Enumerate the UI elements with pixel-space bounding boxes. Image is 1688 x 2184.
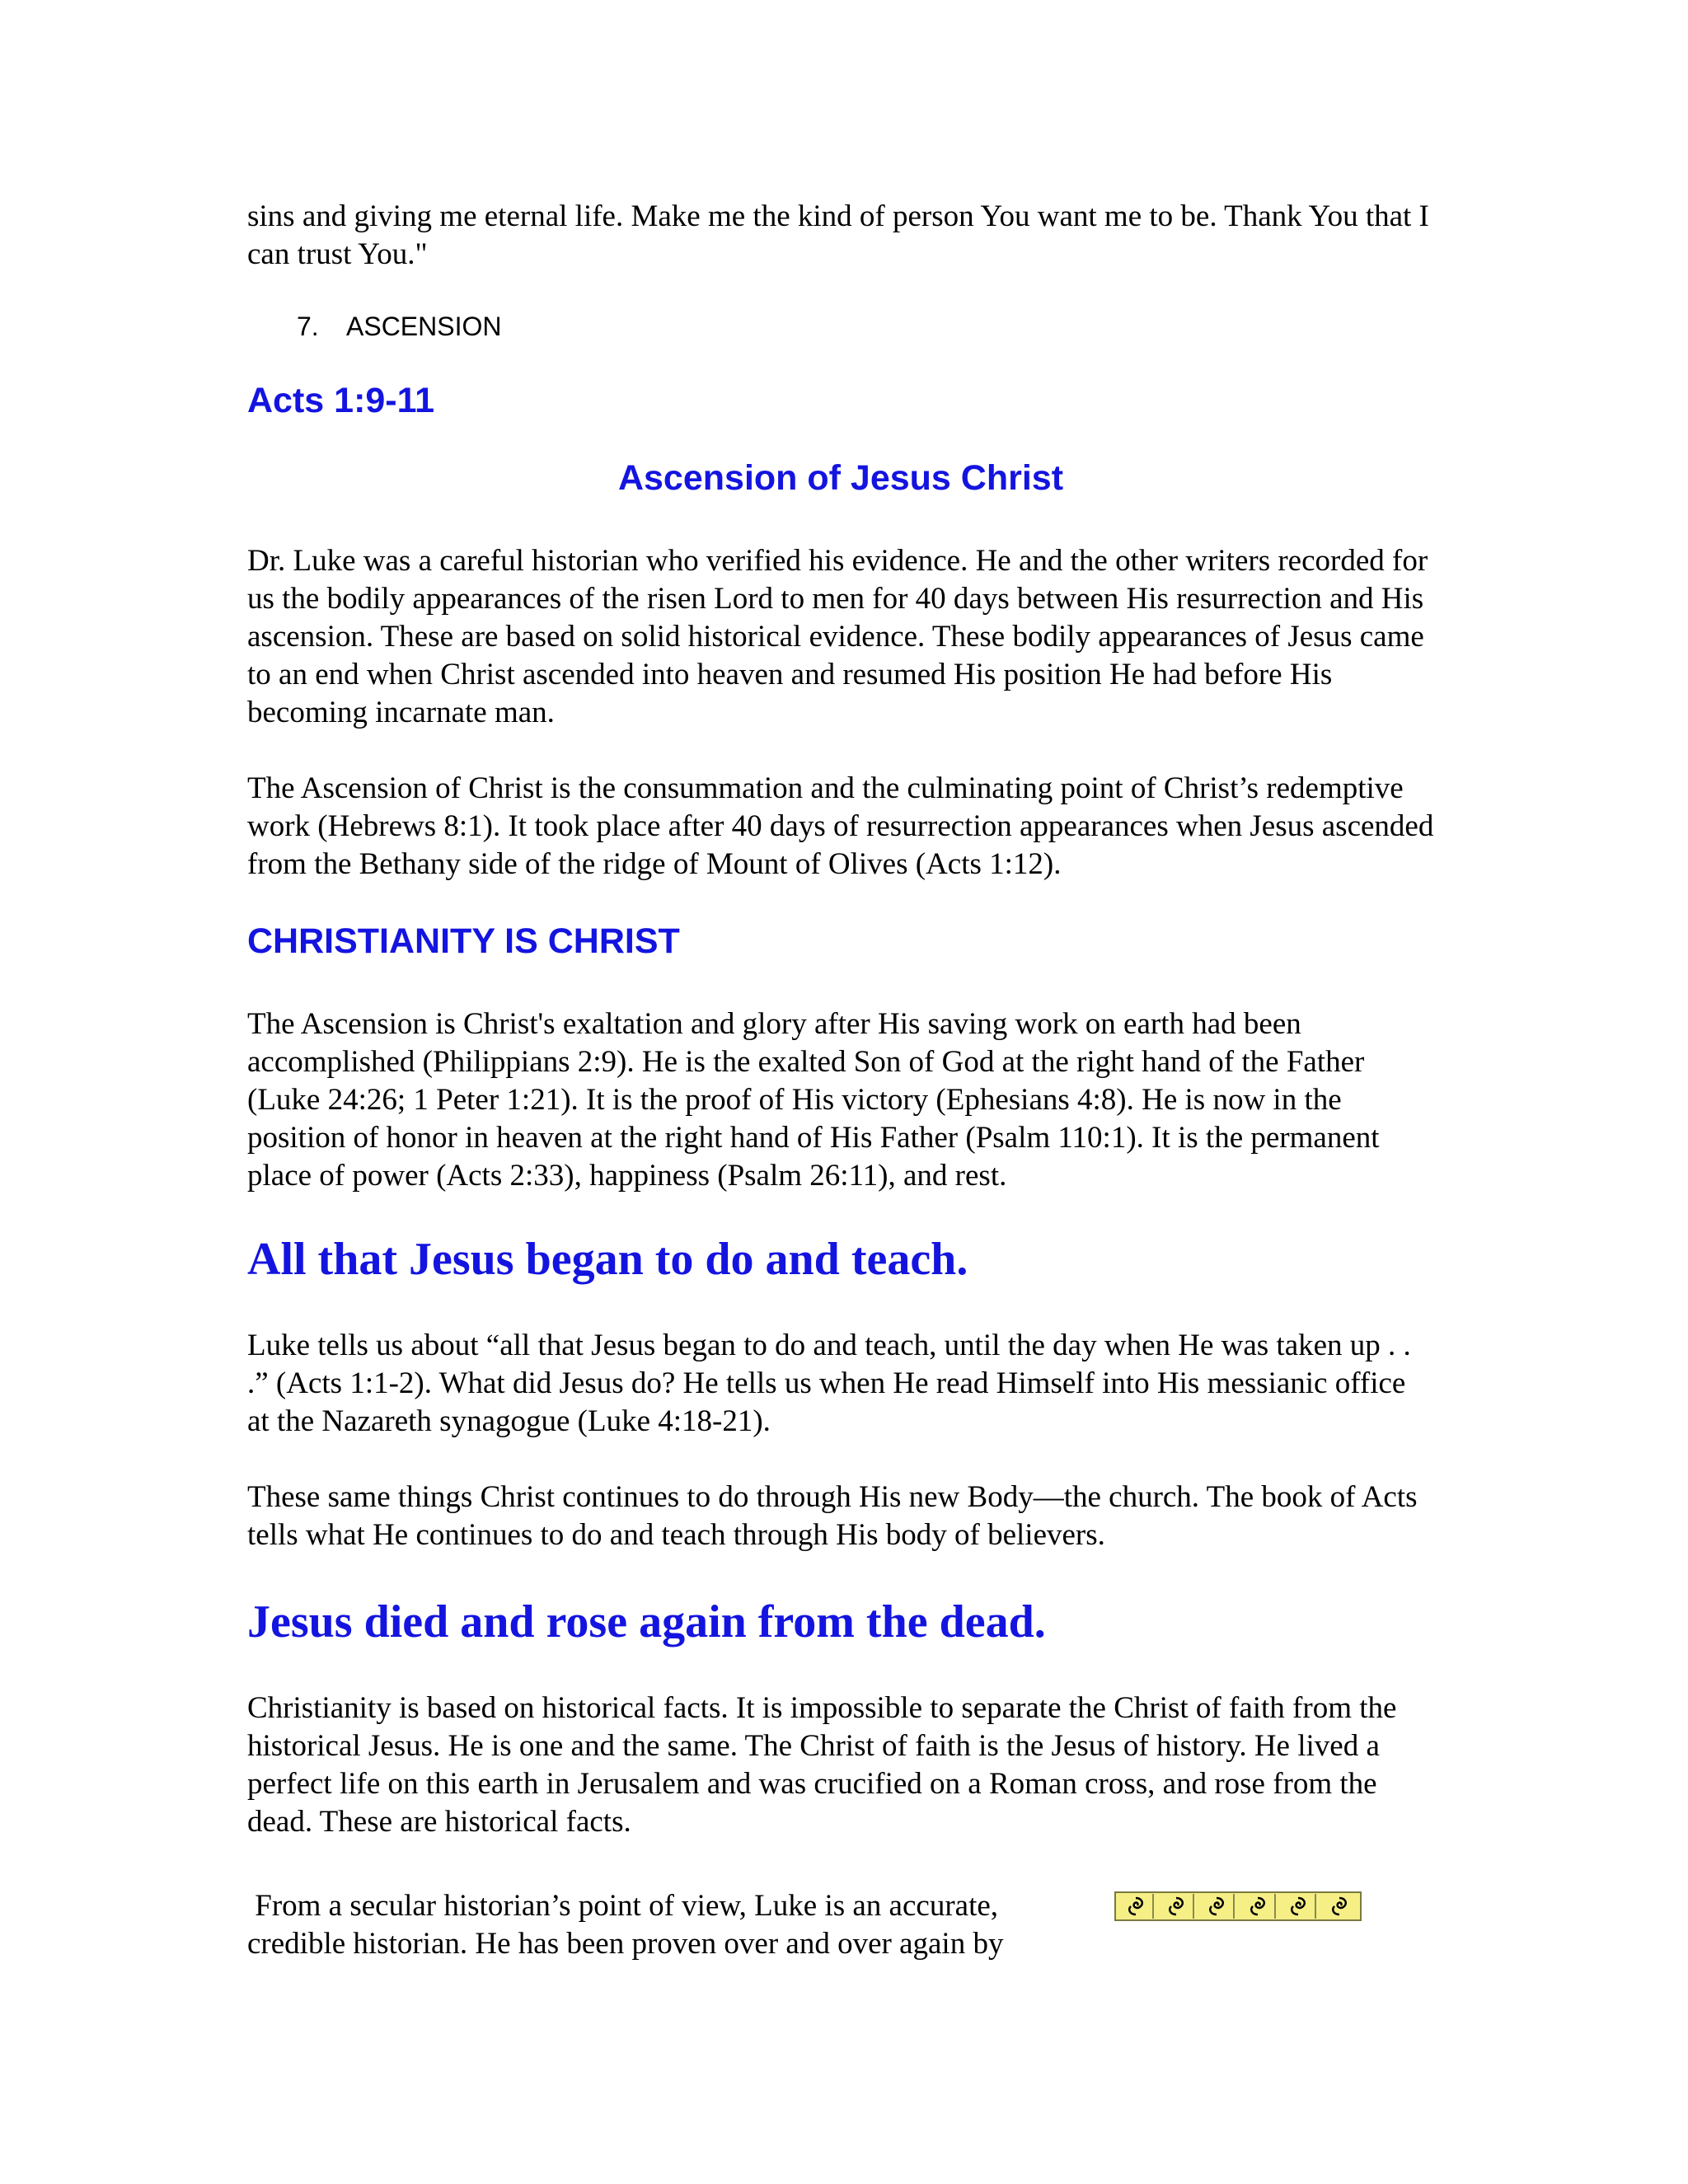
ornament-swirl-icon [1322,1894,1357,1919]
ornament-swirl-icon [1160,1894,1194,1919]
heading-ascension-of-jesus: Ascension of Jesus Christ [617,458,1064,498]
ornament-swirl-icon [1282,1894,1316,1919]
paragraph-luke-historian: Dr. Luke was a careful historian who verified his evidence. He and the other writers recorded for us the bodily appearances of the risen Lord to men for 40 days between His resurrection and His ascension. These are based on solid historical evidence. These bodily appearances of Jesus came to an end when Christ ascended into heaven and resumed His position He had before His becoming incarnate man. [247,544,1428,729]
heading-jesus-died-and-rose: Jesus died and rose again from the dead. [247,1596,1046,1647]
list-item-number: 7. [297,312,319,341]
ornament-swirl-icon [1241,1894,1276,1919]
list-item-label: ASCENSION [346,312,502,341]
intro-continuation-paragraph: sins and giving me eternal life. Make me the kind of person You want me to be. Thank You that I can trust You." [247,199,1429,271]
paragraph-luke-tells-us: Luke tells us about “all that Jesus began to do and teach, until the day when He was taken up . . .” (Acts 1:1-2). What did Jesus do? He tells us when He read Himself into His messianic office at the Nazareth synagogue (Luke 4:18-21). [247,1329,1411,1438]
paragraph-exaltation: The Ascension is Christ's exaltation and glory after His saving work on earth had been accomplished (Philippians 2:9). He is the exalted Son of God at the right hand of the Father (Luke 24:26; 1 Peter 1:21). It is the proof of His victory (Ephesians 4:8). He is now in the position of honor in heaven at the right hand of His Father (Psalm 110:1). It is the permanent place of power (Acts 2:33), happiness (Psalm 26:11), and rest. [247,1007,1380,1193]
paragraph-secular-historian-line-1: From a secular historian’s point of view, Luke is an accurate, [247,1889,999,1923]
ornament-swirl-icon [1119,1894,1154,1919]
paragraph-same-things: These same things Christ continues to do through His new Body—the church. The book of Acts tells what He continues to do and teach through His body of believers. [247,1480,1418,1552]
heading-all-that-jesus-began: All that Jesus began to do and teach. [247,1234,968,1285]
ornament-swirl-icon [1200,1894,1235,1919]
paragraph-historical-facts: Christianity is based on historical facts. It is impossible to separate the Christ of faith from the historical Jesus. He is one and the same. The Christ of faith is the Jesus of history. He lived a perfect life on this earth in Jerusalem and was crucified on a Roman cross, and rose from the dead. These are historical facts. [247,1691,1397,1839]
list-item-ascension [297,312,501,342]
heading-acts-reference: Acts 1:9-11 [247,381,435,420]
heading-christianity-is-christ: CHRISTIANITY IS CHRIST [247,921,680,961]
ornament-icon-strip [1114,1891,1362,1921]
paragraph-secular-historian-line-2: credible historian. He has been proven over and over again by [247,1927,1004,1961]
paragraph-consummation: The Ascension of Christ is the consummation and the culminating point of Christ’s redemptive work (Hebrews 8:1). It took place after 40 days of resurrection appearances when Jesus ascended from the Bethany side of the ridge of Mount of Olives (Acts 1:12). [247,771,1434,881]
